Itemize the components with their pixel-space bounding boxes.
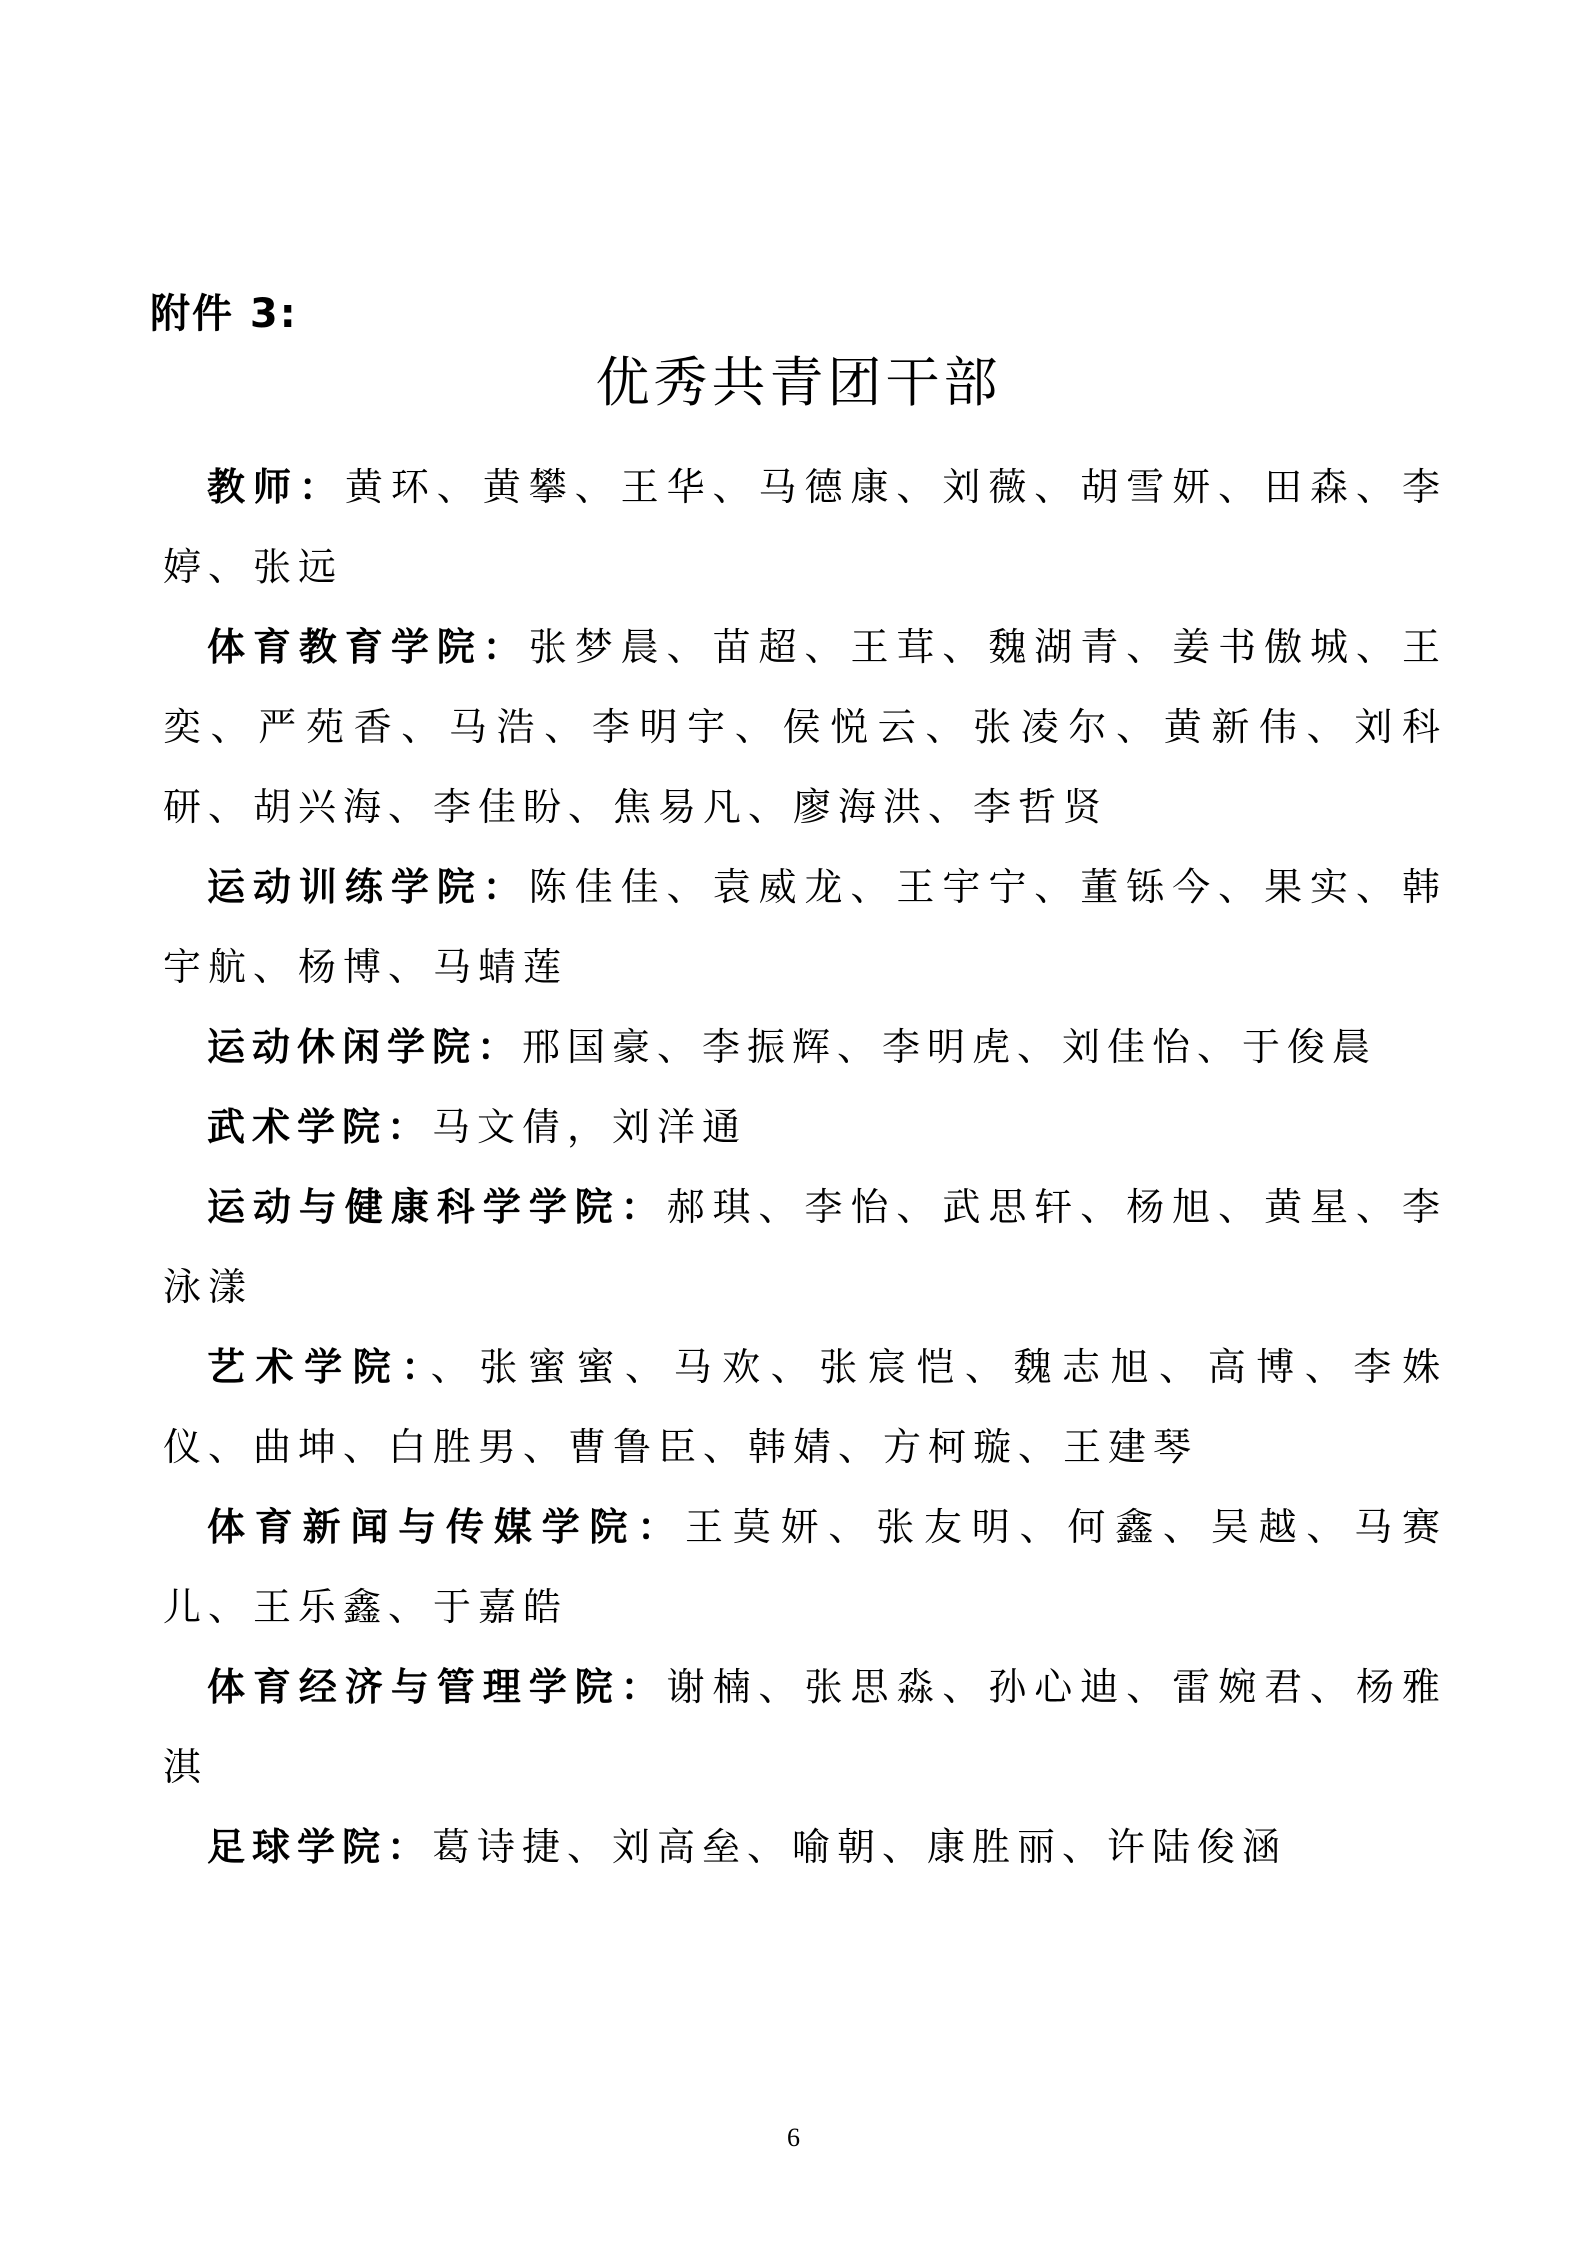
section-names: 郝琪、李怡、武思轩、杨旭、黄星、李泳漾 [163,1187,1447,1310]
section-entry [163,848,1447,1008]
section-names: 王莫妍、张友明、何鑫、吴越、马赛儿、王乐鑫、于嘉皓 [163,1507,1447,1630]
section-label: 体育新闻与传媒学院： [207,1507,685,1550]
page-number: 6 [787,2123,800,2152]
section-label: 教师： [207,467,345,510]
section-entry [163,1328,1447,1488]
document-body [163,448,1447,1888]
attachment-label: 附件 3: [150,291,298,337]
section-entry [163,1808,1447,1888]
section-label: 艺术学院： [207,1347,431,1390]
section-names: 葛诗捷、刘高垒、喻朝、康胜丽、许陆俊涵 [432,1827,1288,1870]
section-label: 运动与健康科学学院： [207,1187,667,1230]
section-names: 马文倩，刘洋通 [432,1107,748,1150]
section-entry [163,1008,1447,1088]
section-names: 张梦晨、苗超、王茸、魏湖青、姜书傲城、王奕、严苑香、马浩、李明宇、侯悦云、张凌尔、黄新伟、刘科研、胡兴海、李佳盼、焦易凡、廖海洪、李哲贤 [163,627,1447,830]
section-label: 足球学院： [207,1827,433,1870]
section-names: 邢国豪、李振辉、李明虎、刘佳怡、于俊晨 [522,1027,1378,1070]
section-entry [163,608,1447,848]
section-entry [163,448,1447,608]
section-names: 陈佳佳、袁威龙、王宇宁、董铄今、果实、韩宇航、杨博、马蜻莲 [163,867,1447,990]
section-entry [163,1168,1447,1328]
section-names: 黄环、黄攀、王华、马德康、刘薇、胡雪妍、田森、李婷、张远 [163,467,1447,590]
section-label: 武术学院： [207,1107,433,1150]
section-label: 体育教育学院： [207,627,529,670]
section-label: 体育经济与管理学院： [207,1667,667,1710]
section-entry [163,1088,1447,1168]
section-names: 谢楠、张思淼、孙心迪、雷婉君、杨雅淇 [163,1667,1447,1790]
section-label: 运动训练学院： [207,867,529,910]
section-entry [163,1648,1447,1808]
section-entry [163,1488,1447,1648]
section-label: 运动休闲学院： [207,1027,523,1070]
section-names: 、张蜜蜜、马欢、张宸恺、魏志旭、高博、李姝仪、曲坤、白胜男、曹鲁臣、韩婧、方柯璇、王建琴 [163,1347,1447,1470]
document-title: 优秀共青团干部 [595,353,1002,413]
